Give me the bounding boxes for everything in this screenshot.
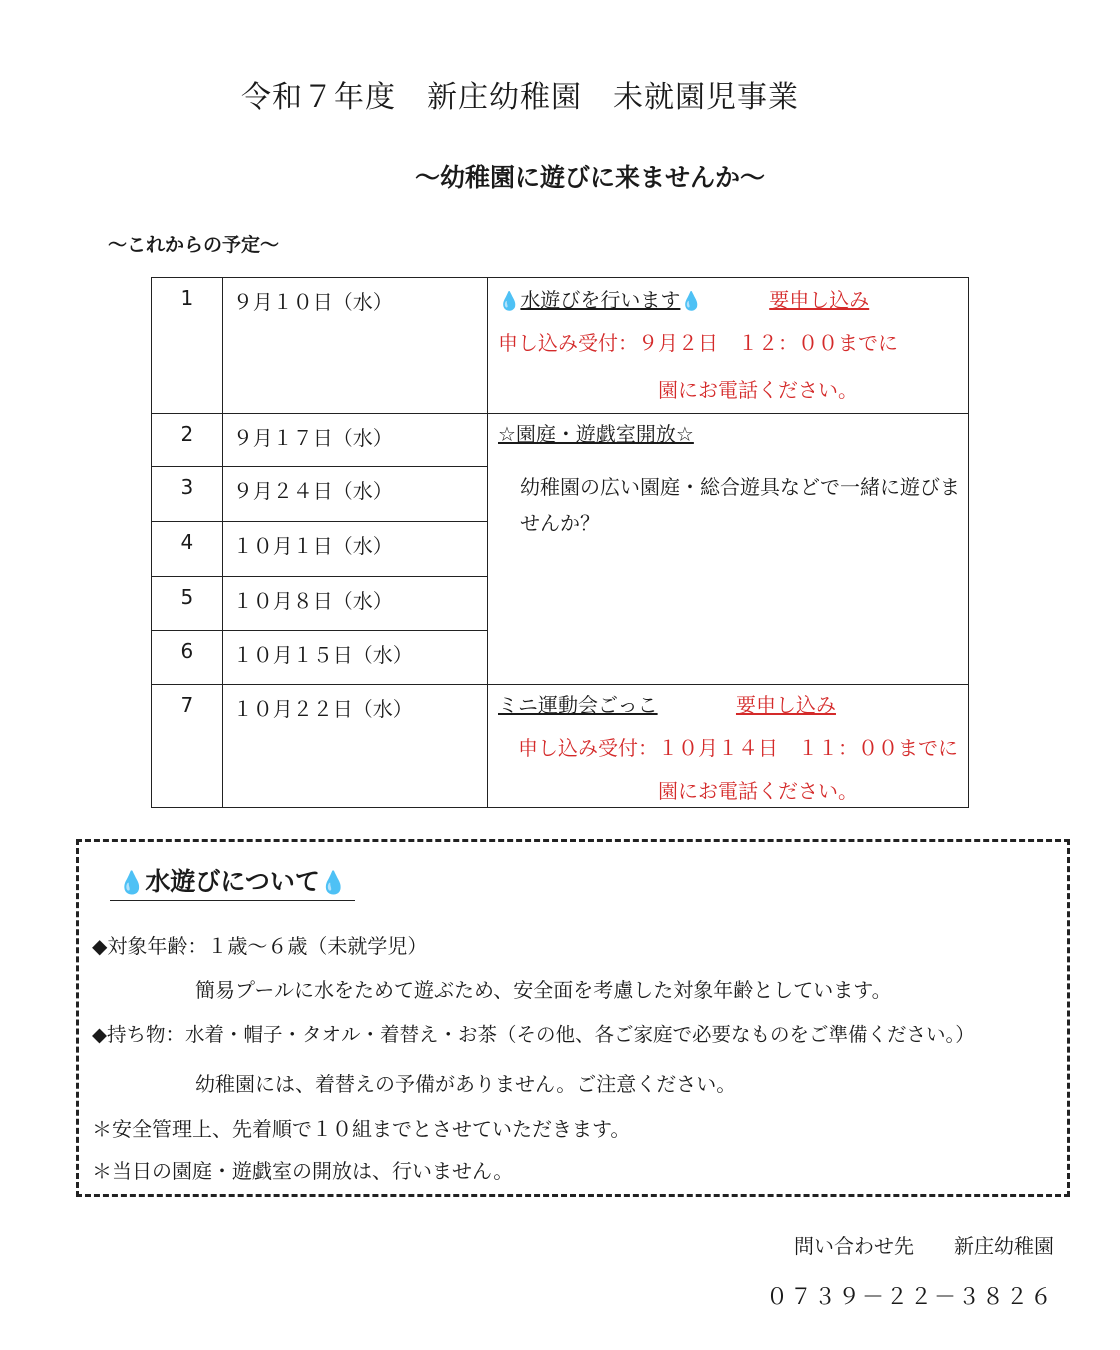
notice-age-note: 簡易プールに水をためて遊ぶため、安全面を考慮した対象年齢としています。: [195, 978, 892, 1002]
notice-age: ◆対象年齢：１歳～６歳（未就学児）: [92, 934, 428, 958]
event-open-cell: [488, 414, 969, 685]
row-date: ９月２４日（水）: [222, 467, 487, 522]
event-sports-cell: [488, 685, 969, 808]
schedule-table: [151, 277, 969, 808]
contact-label: 問い合わせ先: [794, 1234, 914, 1258]
notice-limit: ＊安全管理上、先着順で１０組までとさせていただきます。: [92, 1117, 631, 1141]
notice-heading: [110, 862, 355, 901]
event-call: 園にお電話ください。: [658, 779, 858, 803]
row-number: 6: [152, 631, 223, 685]
water-drop-icon: 💧: [118, 871, 146, 896]
signup-badge: 要申し込み: [769, 288, 870, 312]
event-deadline: 申し込み受付：９月２日 １２：００までに: [498, 331, 898, 355]
contact-phone: ０７３９－２２－３８２６: [765, 1285, 1054, 1310]
contact-name: 新庄幼稚園: [954, 1234, 1054, 1258]
contact-line: [794, 1230, 1054, 1259]
table-row: [152, 278, 969, 414]
signup-badge: 要申し込み: [735, 693, 836, 717]
notice-heading-text: 水遊びについて: [145, 867, 320, 896]
notice-closed: ＊当日の園庭・遊戯室の開放は、行いません。: [92, 1159, 514, 1183]
row-number: 4: [152, 522, 223, 577]
event-call: 園にお電話ください。: [658, 378, 858, 402]
table-row: [152, 414, 969, 467]
row-date: １０月２２日（水）: [222, 685, 487, 808]
row-number: 1: [152, 278, 223, 414]
row-number: 3: [152, 467, 223, 522]
event-open-body: 幼稚園の広い園庭・総合遊具などで一緒に遊びませんか？: [520, 475, 960, 535]
row-date: ９月１０日（水）: [222, 278, 487, 414]
page-subtitle: ～幼稚園に遊びに来ませんか～: [414, 163, 765, 192]
water-drop-icon: 💧: [319, 871, 348, 896]
row-date: １０月８日（水）: [222, 577, 487, 631]
section-heading: ～これからの予定～: [108, 234, 280, 256]
table-row: [152, 685, 969, 808]
row-number: 5: [152, 577, 223, 631]
page-title: 令和７年度 新庄幼稚園 未就園児事業: [241, 80, 799, 115]
row-date: ９月１７日（水）: [222, 414, 487, 467]
event-open-title: ☆園庭・遊戯室開放☆: [498, 422, 694, 446]
water-drop-icon: 💧: [680, 291, 703, 312]
event-deadline: 申し込み受付：１０月１４日 １１：００までに: [518, 736, 958, 760]
event-water-cell: [488, 278, 969, 414]
row-date: １０月１５日（水）: [222, 631, 487, 685]
notice-items: ◆持ち物：水着・帽子・タオル・着替え・お茶（その他、各ご家庭で必要なものをご準備ください。）: [92, 1023, 975, 1046]
water-drop-icon: 💧: [498, 291, 521, 312]
row-date: １０月１日（水）: [222, 522, 487, 577]
notice-items-note: 幼稚園には、着替えの予備がありません。ご注意ください。: [195, 1072, 737, 1096]
row-number: 7: [152, 685, 223, 808]
row-number: 2: [152, 414, 223, 467]
event-sports-title: ミニ運動会ごっこ: [498, 693, 658, 717]
event-water-title: 水遊びを行います: [520, 288, 681, 312]
